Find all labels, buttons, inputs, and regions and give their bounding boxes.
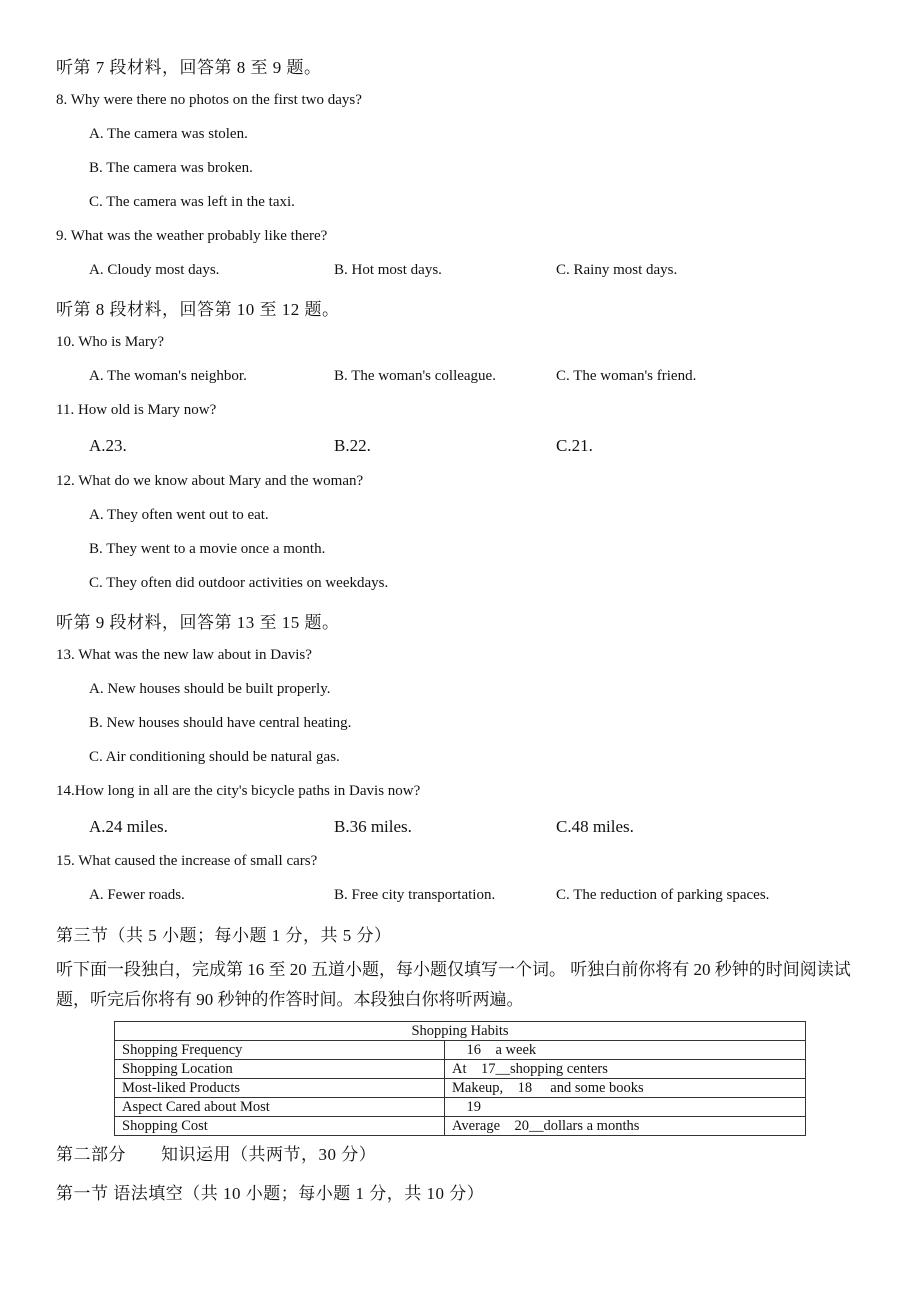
row-label: Most-liked Products: [115, 1079, 445, 1098]
question-12: 12. What do we know about Mary and the woman?: [56, 473, 364, 489]
q13-option-b: B. New houses should have central heating.: [89, 715, 352, 731]
q8-option-c: C. The camera was left in the taxi.: [89, 194, 295, 210]
q15-option-a: A. Fewer roads.: [89, 887, 185, 903]
q14-option-a: A.24 miles.: [89, 817, 168, 836]
q15-option-b: B. Free city transportation.: [334, 887, 496, 903]
table-row: [115, 1079, 806, 1098]
question-8: 8. Why were there no photos on the first two days?: [56, 92, 362, 108]
q10-option-b: B. The woman's colleague.: [334, 368, 496, 384]
row-value: [445, 1041, 806, 1060]
part2-section1-heading: 第一节 语法填空（共 10 小题；每小题 1 分，共 10 分）: [56, 1184, 485, 1203]
table-row: [115, 1098, 806, 1117]
question-11: 11. How old is Mary now?: [56, 402, 217, 418]
row-value: [445, 1098, 806, 1117]
q13-option-a: A. New houses should be built properly.: [89, 681, 331, 697]
table-row: [115, 1117, 806, 1136]
part3-instructions: 听下面一段独白，完成第 16 至 20 五道小题，每小题仅填写一个词。 听独白前你将有 20 秒钟的时间阅读试题，听完后你将有 90 秒钟的作答时间。本段独白你将听两遍。: [56, 960, 851, 1009]
q11-option-c: C.21.: [556, 436, 593, 455]
q8-option-a: A. The camera was stolen.: [89, 126, 248, 142]
q9-option-b: B. Hot most days.: [334, 262, 442, 278]
q14-option-c: C.48 miles.: [556, 817, 634, 836]
q9-option-c: C. Rainy most days.: [556, 262, 678, 278]
question-10: 10. Who is Mary?: [56, 334, 165, 350]
section-heading-8: 听第 8 段材料，回答第 10 至 12 题。: [56, 300, 340, 319]
blank-19: 19: [452, 1099, 481, 1115]
question-14: 14.How long in all are the city's bicycle paths in Davis now?: [56, 783, 421, 799]
table-title: Shopping Habits: [115, 1022, 806, 1041]
table-row: [115, 1041, 806, 1060]
question-15: 15. What caused the increase of small cars?: [56, 853, 318, 869]
question-13: 13. What was the new law about in Davis?: [56, 647, 312, 663]
section-heading-9: 听第 9 段材料，回答第 13 至 15 题。: [56, 613, 340, 632]
row-label: Aspect Cared about Most: [115, 1098, 445, 1117]
q11-option-a: A.23.: [89, 436, 127, 455]
q12-option-c: C. They often did outdoor activities on weekdays.: [89, 575, 389, 591]
q10-option-c: C. The woman's friend.: [556, 368, 697, 384]
q13-option-c: C. Air conditioning should be natural gas.: [89, 749, 340, 765]
table-row: [115, 1060, 806, 1079]
q10-option-a: A. The woman's neighbor.: [89, 368, 247, 384]
q8-option-b: B. The camera was broken.: [89, 160, 253, 176]
q9-option-a: A. Cloudy most days.: [89, 262, 220, 278]
shopping-habits-table: [114, 1021, 806, 1136]
row-label: Shopping Location: [115, 1060, 445, 1079]
blank-17: At 17__shopping centers: [452, 1061, 608, 1077]
part2-heading: 第二部分 知识运用（共两节，30 分）: [56, 1145, 377, 1164]
q12-option-b: B. They went to a movie once a month.: [89, 541, 326, 557]
section-heading-7: 听第 7 段材料，回答第 8 至 9 题。: [56, 58, 322, 77]
part3-heading: 第三节（共 5 小题；每小题 1 分，共 5 分）: [56, 926, 392, 945]
q11-option-b: B.22.: [334, 436, 371, 455]
blank-16: 16 a week: [452, 1042, 537, 1058]
row-value: [445, 1117, 806, 1136]
row-value: [445, 1060, 806, 1079]
row-value: [445, 1079, 806, 1098]
q15-option-c: C. The reduction of parking spaces.: [556, 887, 770, 903]
row-label: Shopping Frequency: [115, 1041, 445, 1060]
blank-20: Average 20__dollars a months: [452, 1118, 640, 1134]
q14-option-b: B.36 miles.: [334, 817, 412, 836]
blank-18: Makeup, 18 and some books: [452, 1080, 644, 1096]
row-label: Shopping Cost: [115, 1117, 445, 1136]
q12-option-a: A. They often went out to eat.: [89, 507, 269, 523]
question-9: 9. What was the weather probably like there?: [56, 228, 328, 244]
